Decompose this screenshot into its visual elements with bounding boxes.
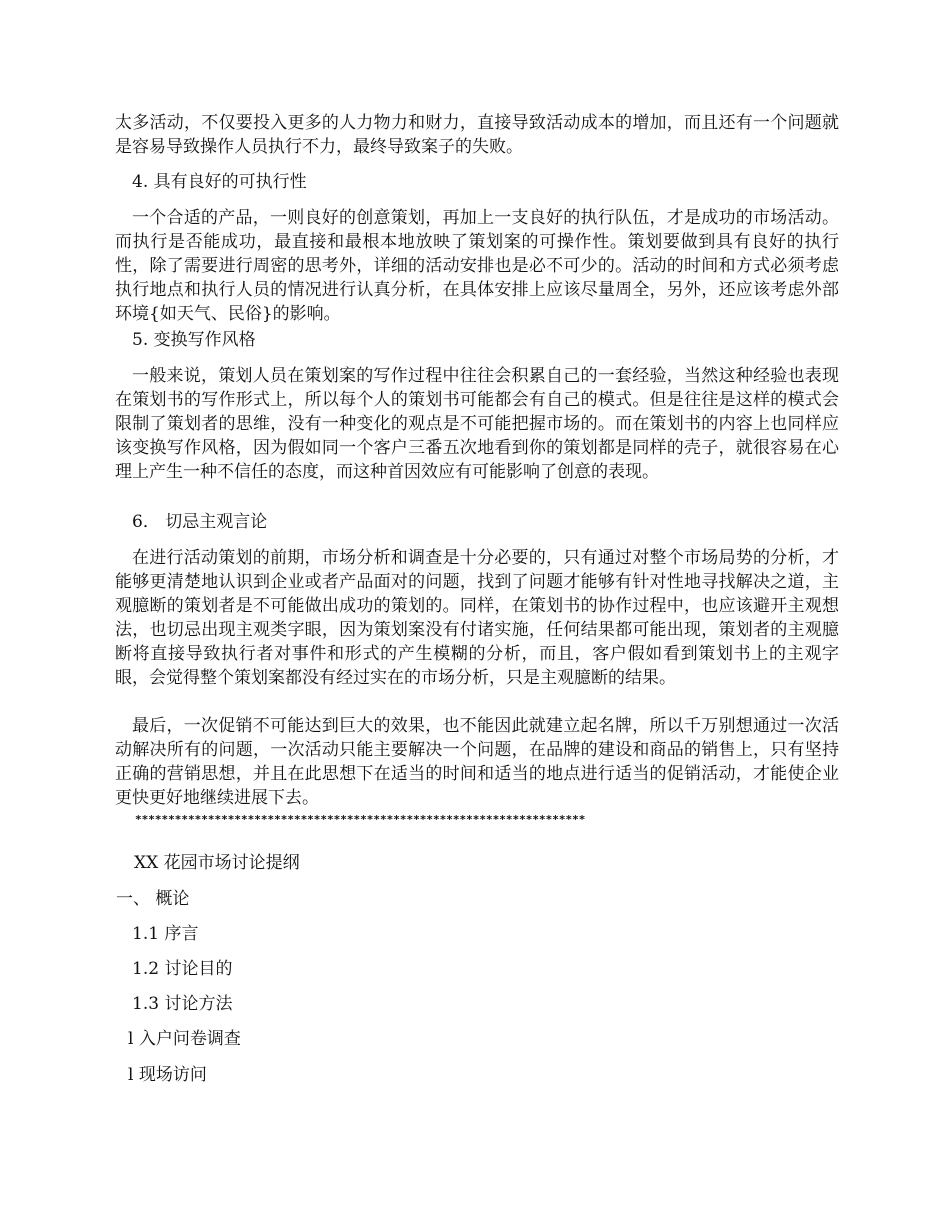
heading-5: 5. 变换写作风格 bbox=[132, 330, 256, 350]
heading-6: 6． 切忌主观言论 bbox=[132, 512, 268, 532]
heading-4: 4. 具有良好的可执行性 bbox=[132, 172, 307, 192]
outline-bullet-interview: l 现场访问 bbox=[128, 1065, 207, 1085]
outline-item-1-1: 1.1 序言 bbox=[132, 924, 199, 944]
paragraph-5: 一般来说，策划人员在策划案的写作过程中往往会积累自己的一套经验，当然这种经验也表现在策划书的写作形式上，所以每个人的策划书可能都会有自己的模式。但是往往是这样的模式会限制了策划者的思维，没有一种变化的观点是不可能把握市场的。而在策划书的内容上也同样应该变换写作风格，因为假如同一个客户三番五次地看到你的策划都是同样的壳子，就很容易在心理上产生一种不信任的态度，而这种首因效应有可能影响了创意的表现。 bbox=[115, 366, 839, 482]
outline-section-1: 一、 概论 bbox=[116, 889, 190, 909]
paragraph-6: 在进行活动策划的前期，市场分析和调查是十分必要的，只有通过对整个市场局势的分析，才能够更清楚地认识到企业或者产品面对的问题，找到了问题才能够有针对性地寻找解决之道，主观臆断的策划者是不可能做出成功的策划的。同样，在策划书的协作过程中，也应该避开主观想法，也切忌出现主观类字眼，因为策划案没有付诸实施，任何结果都可能出现，策划者的主观臆断将直接导致执行者对事件和形式的产生模糊的分析，而且，客户假如看到策划书上的主观字眼，会觉得整个策划案都没有经过实在的市场分析，只是主观臆断的结果。 bbox=[115, 548, 839, 688]
paragraph-final: 最后，一次促销不可能达到巨大的效果，也不能因此就建立起名牌，所以千万别想通过一次活动解决所有的问题，一次活动只能主要解决一个问题，在品牌的建设和商品的销售上，只有坚持正确的营销思想，并且在此思想下在适当的时间和适当的地点进行适当的促销活动，才能使企业更快更好地继续进展下去。 bbox=[115, 716, 839, 808]
outline-item-1-2: 1.2 讨论目的 bbox=[132, 959, 233, 979]
outline-item-1-3: 1.3 讨论方法 bbox=[132, 994, 233, 1014]
paragraph-4: 一个合适的产品，一则良好的创意策划，再加上一支良好的执行队伍，才是成功的市场活动。而执行是否能成功，最直接和最根本地放映了策划案的可操作性。策划要做到具有良好的执行性，除了需要进行周密的思考外，详细的活动安排也是必不可少的。活动的时间和方式必须考虑执行地点和执行人员的情况进行认真分析，在具体安排上应该尽量周全，另外，还应该考虑外部环境{如天气、民俗}的影响。 bbox=[115, 208, 839, 324]
paragraph-intro-tail: 太多活动，不仅要投入更多的人力物力和财力，直接导致活动成本的增加，而且还有一个问题就是容易导致操作人员执行不力，最终导致案子的失败。 bbox=[115, 113, 839, 157]
outline-bullet-survey: l 入户问卷调查 bbox=[128, 1029, 241, 1049]
separator-line: ******************************************************************** bbox=[135, 813, 586, 826]
outline-title: XX 花园市场讨论提纲 bbox=[134, 853, 300, 873]
